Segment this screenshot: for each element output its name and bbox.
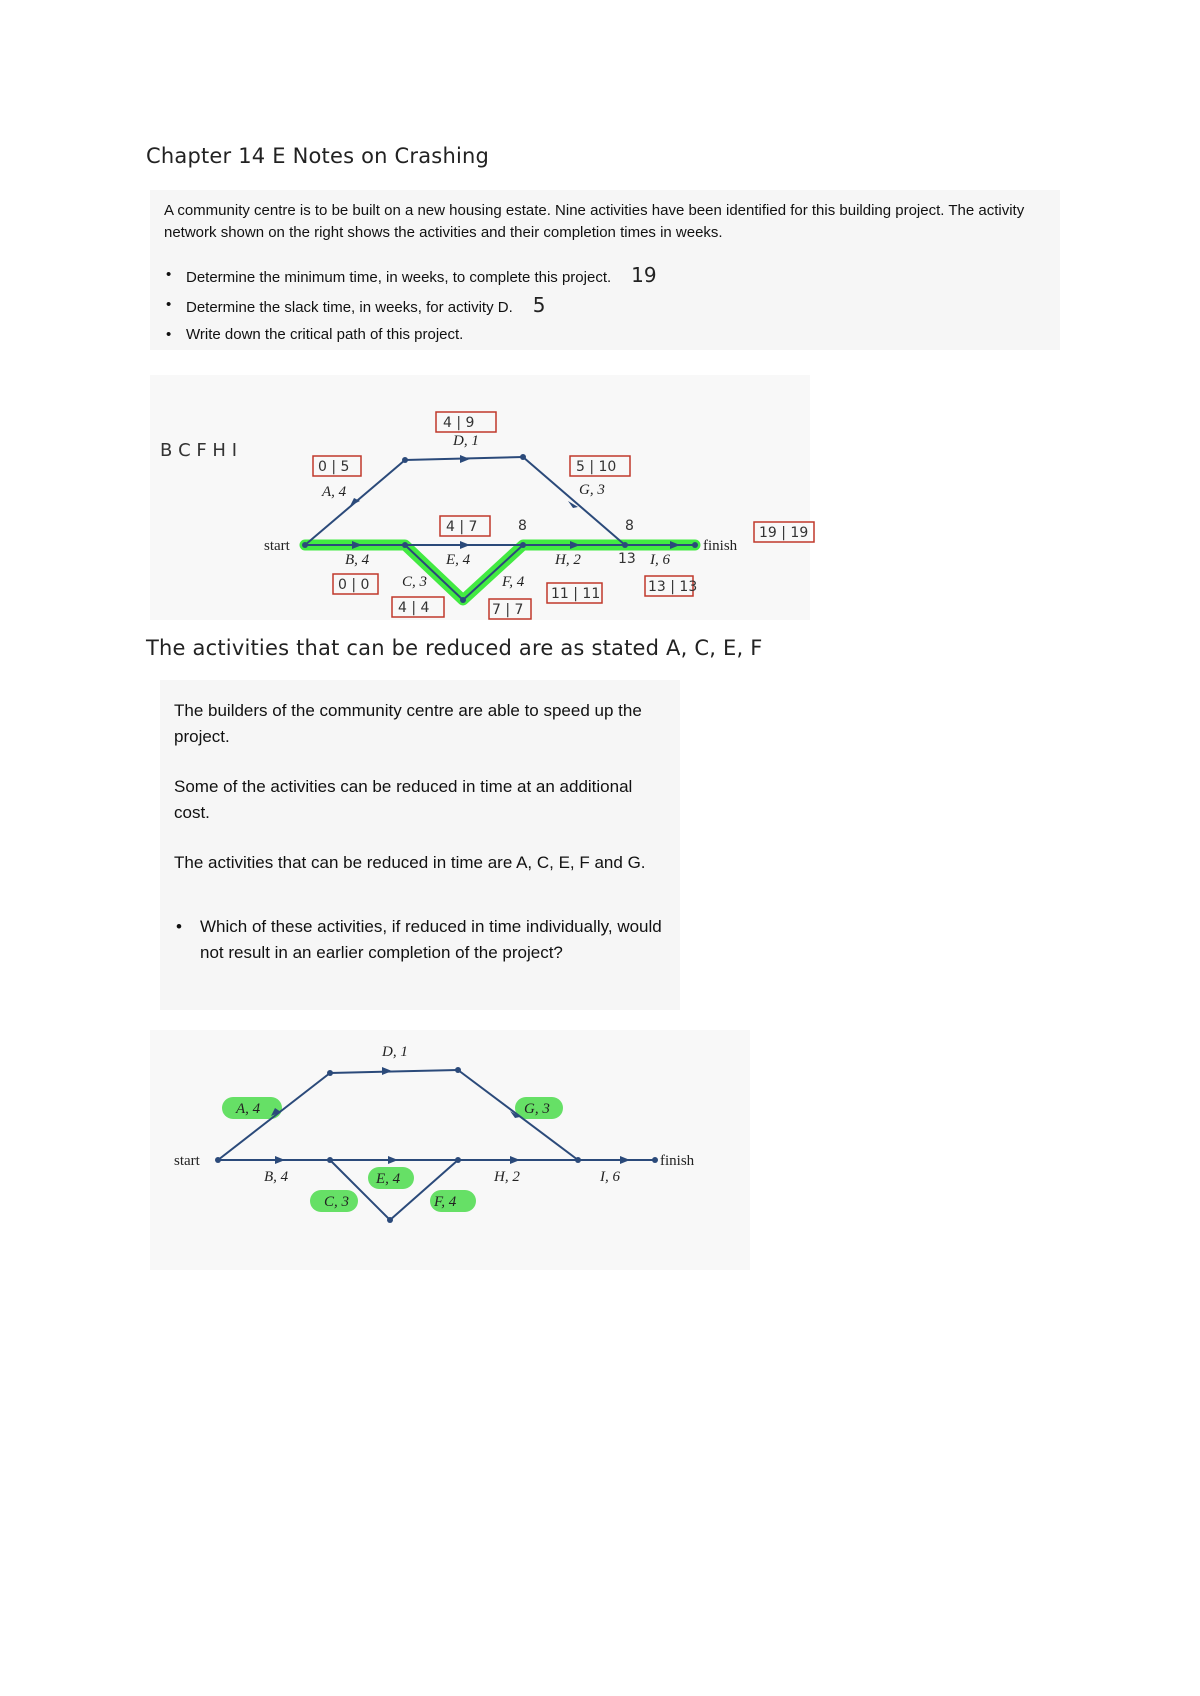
box-n4-times: 4 | 7 <box>446 519 478 535</box>
question-2-paragraph-3: The activities that can be reduced in time are A, C, E, F and G. <box>174 853 646 872</box>
box-n1-times: 0 | 5 <box>318 459 350 475</box>
activity-B-label: B, 4 <box>345 552 370 568</box>
page-title: Chapter 14 E Notes on Crashing <box>146 144 490 168</box>
handwritten-mark-2: 8 <box>625 518 634 534</box>
activity-I-label: I, 6 <box>650 552 670 568</box>
critical-path-handwritten-note: B C F H I <box>160 440 238 461</box>
network-2-finish-label: finish <box>660 1153 695 1169</box>
activity-D-label: D, 1 <box>453 433 479 449</box>
question-1-panel <box>150 190 1060 350</box>
box-n7-times: 11 | 11 <box>551 586 601 602</box>
bullet-critical-path: • Write down the critical path of this project. <box>164 320 657 350</box>
activity-A-label: A, 4 <box>236 1101 261 1117</box>
activity-E-label: E, 4 <box>446 552 471 568</box>
activity-E-label: E, 4 <box>376 1171 401 1187</box>
network-2-background <box>150 1030 750 1270</box>
handwritten-mark-1: 8 <box>518 518 527 534</box>
question-1-intro: A community centre is to be built on a new housing estate. Nine activities have been identified for this building project. The activity network shown on the right shows the activities and their completion times in weeks. <box>164 202 1025 241</box>
activity-F-label: F, 4 <box>434 1194 457 1210</box>
question-1-bullets <box>164 260 657 350</box>
activity-C-label: C, 3 <box>324 1194 350 1210</box>
activity-H-label: H, 2 <box>494 1169 520 1185</box>
box-n5-times: 7 | 7 <box>492 602 524 618</box>
activity-A-label: A, 4 <box>322 484 347 500</box>
activity-C-label: C, 3 <box>402 574 428 590</box>
handwritten-answer-slack-time: 5 <box>532 293 546 317</box>
handwritten-answer-minimum-time: 19 <box>631 263 657 287</box>
question-2-paragraph-2: Some of the activities can be reduced in time at an additional cost. <box>174 777 633 822</box>
box-start-times: 0 | 0 <box>338 577 370 593</box>
activity-I-label: I, 6 <box>600 1169 620 1185</box>
box-finish-times: 19 | 19 <box>759 525 809 541</box>
question-2-bullet: • Which of these activities, if reduced in time individually, would not result in an earlier completion of the project? <box>174 914 680 966</box>
question-2-panel <box>160 680 680 1010</box>
reducible-activities-note: The activities that can be reduced are as stated A, C, E, F <box>146 636 763 660</box>
box-n3-times: 4 | 9 <box>443 415 475 431</box>
network-1-start-label: start <box>264 538 290 554</box>
activity-B-label: B, 4 <box>264 1169 289 1185</box>
handwritten-mark-3: 13 <box>618 551 636 567</box>
bullet-slack-time: • Determine the slack time, in weeks, for activity D. 5 <box>164 290 657 320</box>
activity-F-label: F, 4 <box>502 574 525 590</box>
question-2-paragraph-1: The builders of the community centre are able to speed up the project. <box>174 701 642 746</box>
network-diagram-highlighted <box>0 1030 1200 1270</box>
network-diagram-annotated <box>0 370 1200 630</box>
network-2-start-label: start <box>174 1153 200 1169</box>
activity-G-label: G, 3 <box>579 482 605 498</box>
box-n8-times: 13 | 13 <box>648 579 698 595</box>
network-1-finish-label: finish <box>703 538 738 554</box>
activity-D-label: D, 1 <box>382 1044 408 1060</box>
activity-H-label: H, 2 <box>555 552 581 568</box>
box-n6-times: 5 | 10 <box>576 459 617 475</box>
activity-G-label: G, 3 <box>524 1101 550 1117</box>
box-n2-times: 4 | 4 <box>398 600 430 616</box>
bullet-minimum-time: • Determine the minimum time, in weeks, to complete this project. 19 <box>164 260 657 290</box>
